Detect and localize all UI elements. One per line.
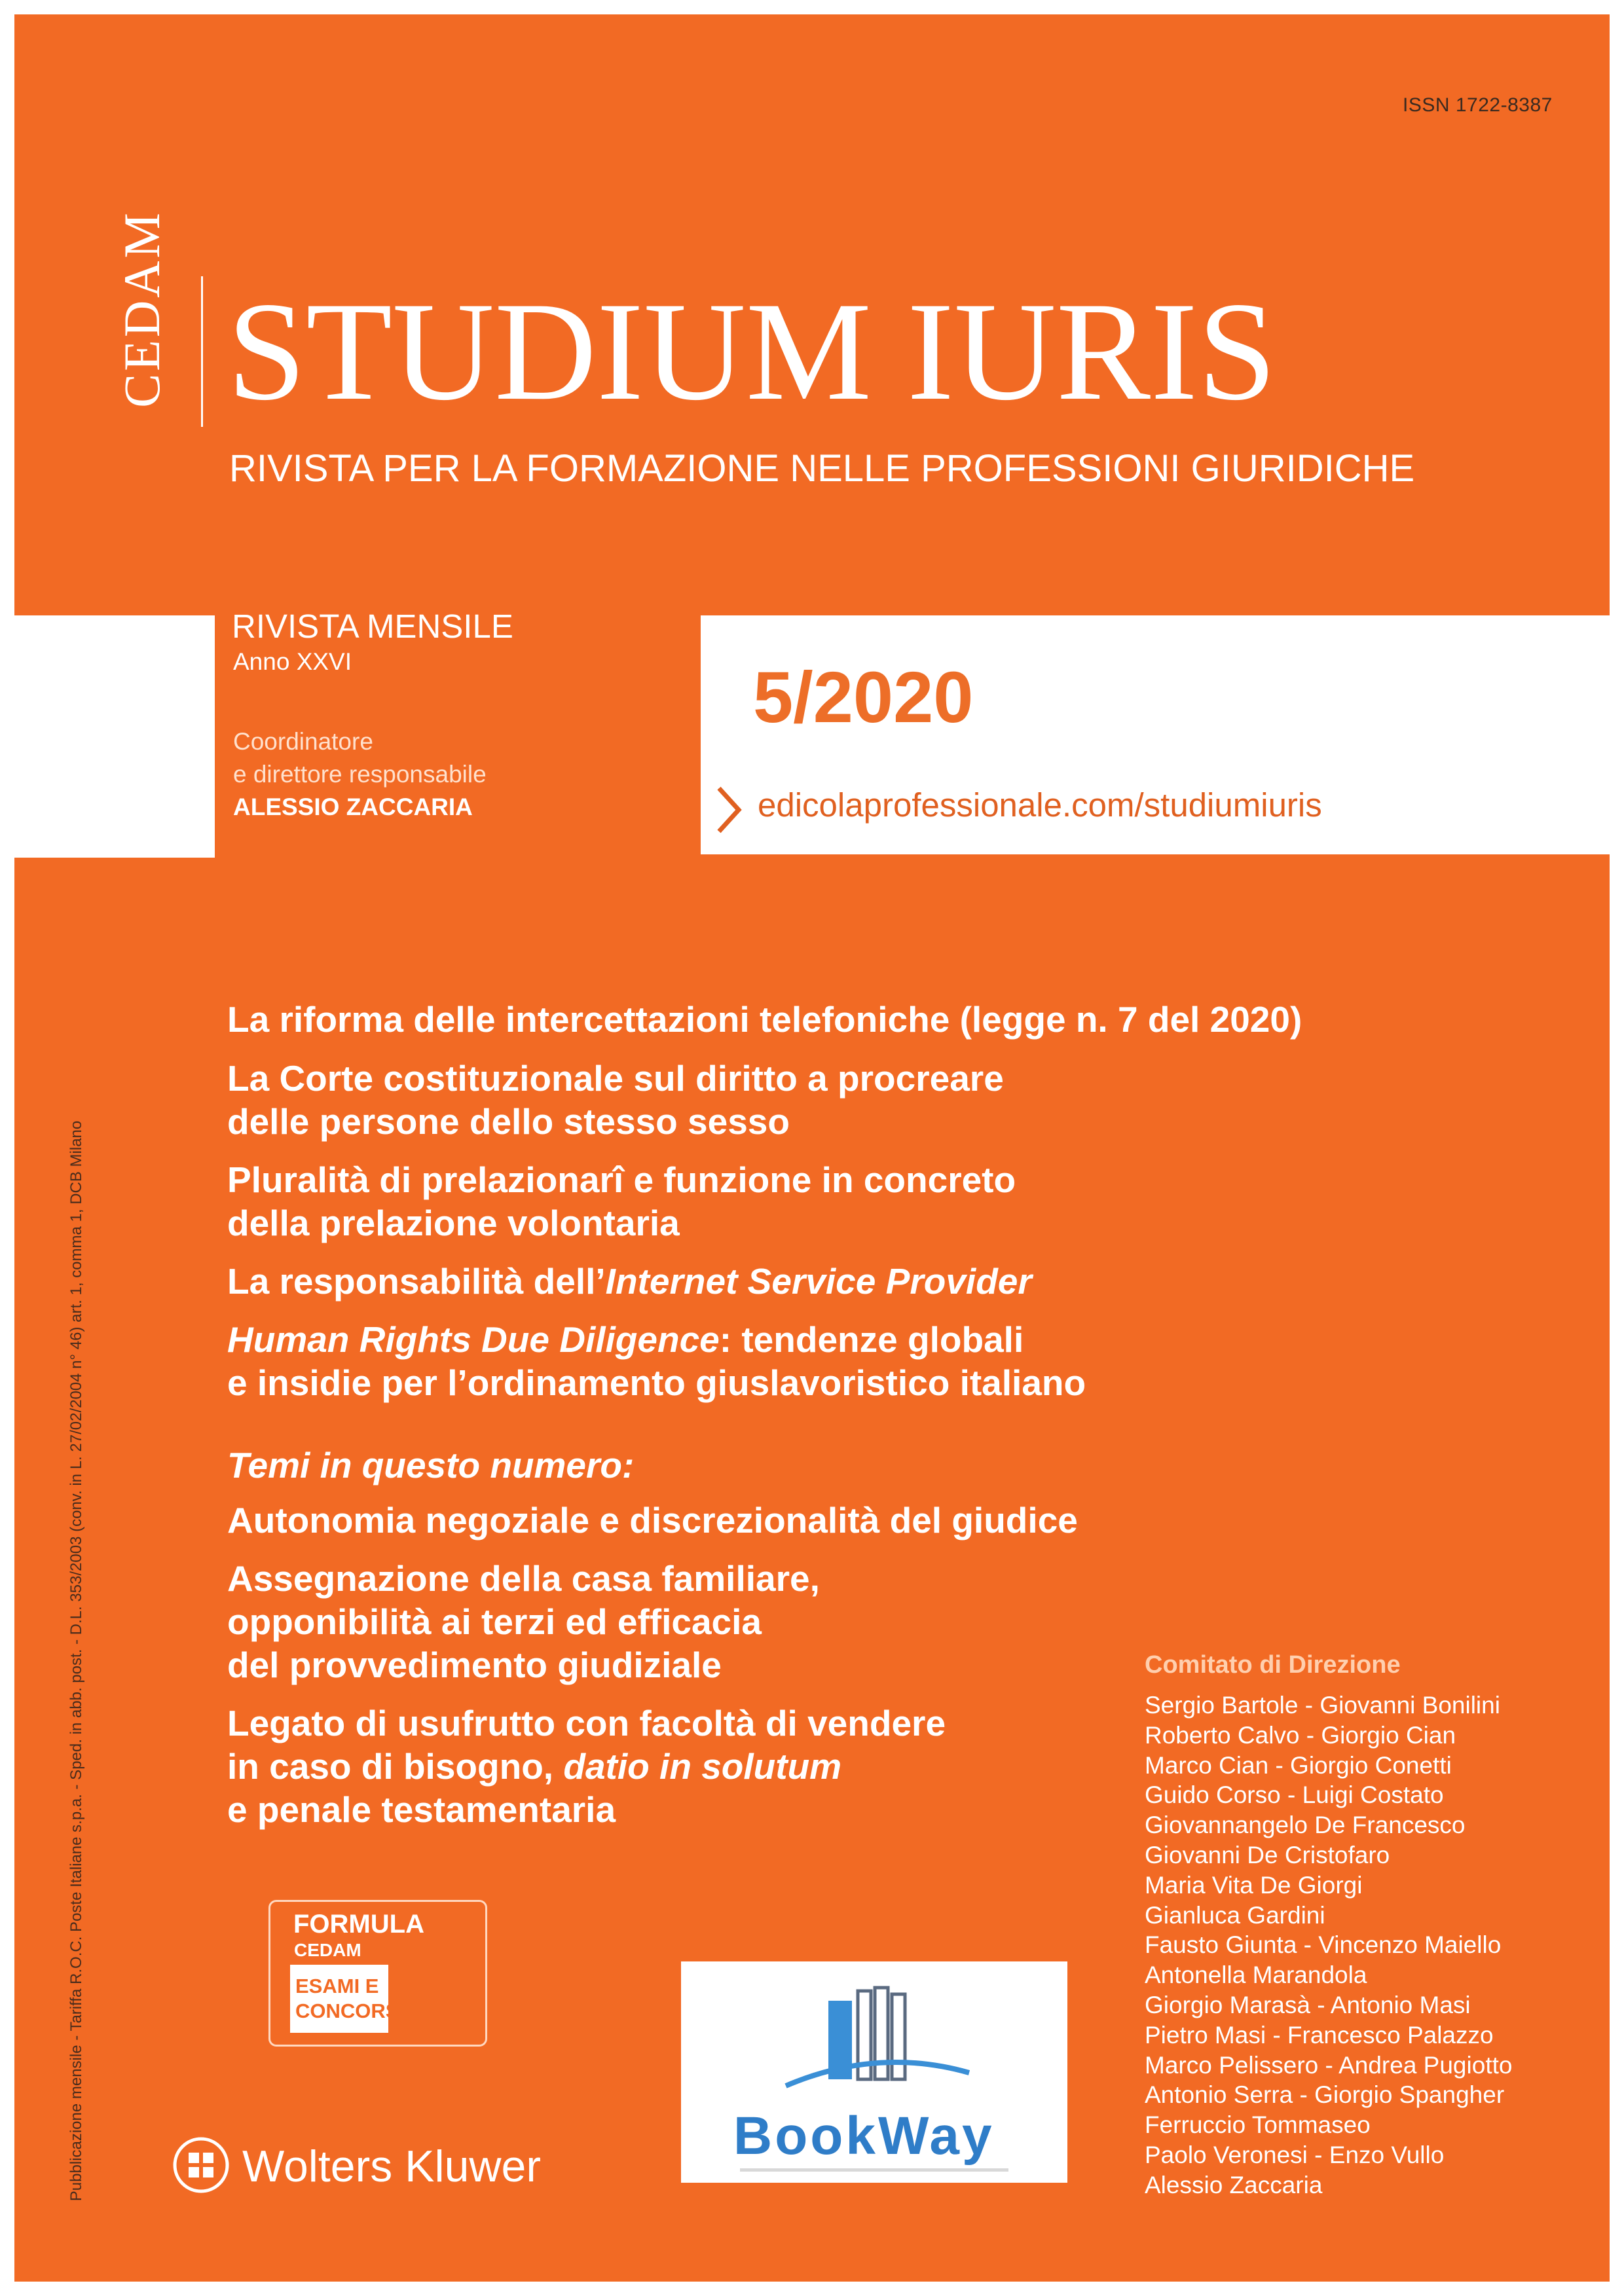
formula-line-3: ESAMI E [295,1975,379,1997]
magazine-title: STUDIUM IURIS [227,273,1277,429]
frequency-label: RIVISTA MENSILE [232,608,513,645]
wolters-kluwer-logo-icon [172,2136,231,2195]
issn: ISSN 1722-8387 [1403,94,1553,116]
committee-member: Pietro Masi - Francesco Palazzo [1145,2021,1494,2049]
coordinator-label: Coordinatore [233,728,373,755]
headline-5-italic: Human Rights Due Diligence [227,1319,720,1360]
committee-member: Marco Cian - Giorgio Conetti [1145,1751,1452,1779]
bookway-logo-icon [681,1961,1067,2105]
committee-member: Sergio Bartole - Giovanni Bonilini [1145,1692,1500,1719]
committee-title: Comitato di Direzione [1145,1651,1401,1679]
headline-4 [227,1260,1032,1303]
theme-1: Autonomia negoziale e discrezionalità del giudice [227,1500,1078,1540]
headline-5-line-2: e insidie per l’ordinamento giuslavoristico italiano [227,1362,1086,1403]
committee-member: Marco Pelissero - Andrea Pugiotto [1145,2051,1513,2079]
committee-member: Antonio Serra - Giorgio Spangher [1145,2081,1505,2109]
committee-member: Giovanni De Cristofaro [1145,1841,1390,1868]
formula-badge [268,1900,487,2047]
committee-member: Guido Corso - Luigi Costato [1145,1781,1444,1809]
website-link[interactable]: edicolaprofessionale.com/studiumiuris [758,786,1322,824]
title-divider [201,276,203,427]
headline-1: La riforma delle intercettazioni telefoniche (legge n. 7 del 2020) [227,999,1302,1040]
magazine-cover [14,14,1610,2282]
committee-member: Giorgio Marasà - Antonio Masi [1145,1991,1471,2018]
committee-member: Paolo Veronesi - Enzo Vullo [1145,2141,1445,2168]
headline-2-line-1: La Corte costituzionale sul diritto a procreare [227,1058,1004,1099]
committee-member: Roberto Calvo - Giorgio Cian [1145,1721,1456,1749]
postal-info-text: Pubblicazione mensile - Tariffa R.O.C. Poste Italiane s.p.a. - Sped. in abb. post. - D.L. 353/2003 (conv. in L. 27/02/2004 n° 46) art. 1, comma 1, DCB Milano [67,1120,85,2202]
theme-2-line-3: del provvedimento giudiziale [227,1645,722,1685]
publisher-label: CEDAM [113,210,170,408]
committee-member: Maria Vita De Giorgi [1145,1871,1363,1899]
committee-member: Ferruccio Tommaseo [1145,2111,1371,2139]
magazine-subtitle: RIVISTA PER LA FORMAZIONE NELLE PROFESSIONI GIURIDICHE [229,447,1415,490]
theme-2-line-1: Assegnazione della casa familiare, [227,1558,820,1599]
formula-publisher: CEDAM [294,1940,361,1960]
committee-member: Fausto Giunta - Vincenzo Maiello [1145,1931,1502,1959]
committee-list [1145,1690,1512,2200]
postal-info [60,1062,93,2260]
theme-3-italic: datio in solutum [563,1746,842,1787]
headline-4-text: La responsabilità dell’ [227,1261,606,1302]
formula-line-4: CONCORSI [295,1999,405,2022]
theme-2-line-2: opponibilità ai terzi ed efficacia [227,1601,762,1642]
theme-3-text: in caso di bisogno, [227,1746,564,1787]
themes-label: Temi in questo numero: [227,1445,635,1485]
publisher-name [113,165,170,453]
bookway-watermark [681,1961,1067,2183]
headline-4-italic: Internet Service Provider [605,1261,1032,1302]
issue-number: 5/2020 [753,657,974,738]
director-name: ALESSIO ZACCARIA [233,793,473,820]
director-role-label: e direttore responsabile [233,761,487,788]
left-white-band [14,615,215,858]
formula-box [290,1965,405,2033]
theme-3-line-1: Legato di usufrutto con facoltà di vendere [227,1703,946,1743]
url-chevron-icon [716,786,743,834]
year-label: Anno XXVI [233,648,352,675]
bookway-tagline [740,2168,1008,2172]
formula-label: FORMULA [293,1910,424,1939]
committee-member: Gianluca Gardini [1145,1901,1325,1929]
headline-5-line-1 [227,1318,1024,1361]
headline-5-text: : tendenze globali [719,1319,1024,1360]
headline-3-line-1: Pluralità di prelazionarî e funzione in concreto [227,1159,1016,1200]
committee-member: Alessio Zaccaria [1145,2171,1323,2198]
committee-member: Giovannangelo De Francesco [1145,1812,1466,1839]
headline-2-line-2: delle persone dello stesso sesso [227,1101,790,1142]
wolters-kluwer-brand: Wolters Kluwer [242,2141,541,2191]
headline-3-line-2: della prelazione volontaria [227,1203,680,1243]
committee-member: Antonella Marandola [1145,1961,1367,1989]
theme-3-line-2 [227,1745,841,1788]
theme-3-line-3: e penale testamentaria [227,1789,616,1830]
bookway-label: BookWay [733,2106,995,2166]
